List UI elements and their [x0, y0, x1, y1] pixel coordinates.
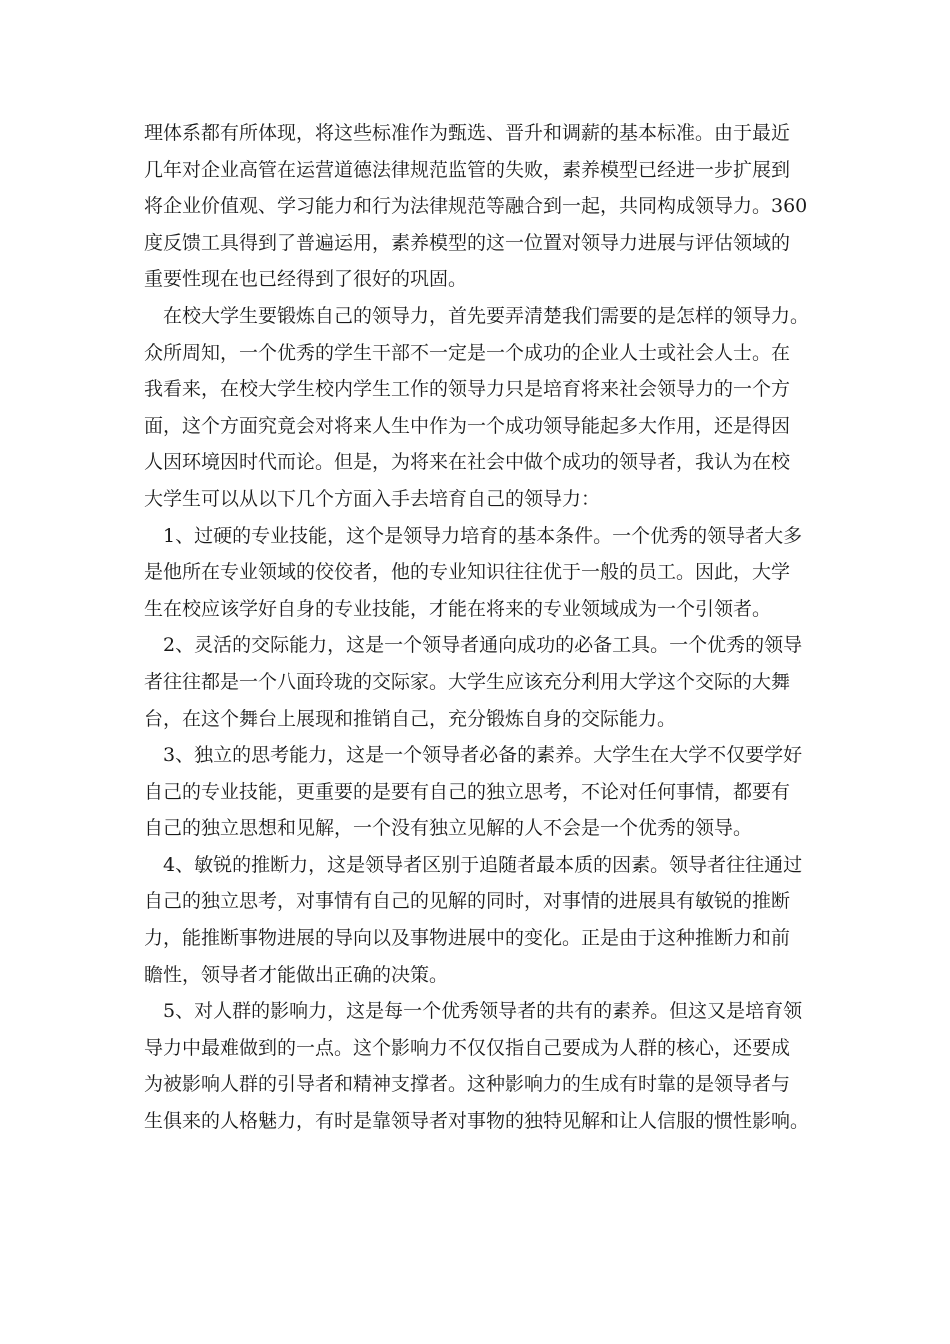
paragraph-point-4: 4、敏锐的推断力，这是领导者区别于追随者最本质的因素。领导者往往通过 自己的独立思考，对事情有自己的见解的同时，对事情的进展具有敏锐的推断 力，能推断事物进展的导向以及事物进展中的变化。正是由于这种推断力和前 瞻性，领导者才能做出正确的决策。 — [144, 853, 803, 986]
paragraph-point-1: 1、过硬的专业技能，这个是领导力培育的基本条件。一个优秀的领导者大多 是他所在专业领域的佼佼者，他的专业知识往往优于一般的员工。因此，大学 生在校应该学好自身的专业技能，才能在将来的专业领域成为一个引领者。 — [144, 524, 803, 620]
paragraph-intro: 在校大学生要锻炼自己的领导力，首先要弄清楚我们需要的是怎样的领导力。 众所周知，一个优秀的学生干部不一定是一个成功的企业人士或社会人士。在 我看来，在校大学生校内学生工作的领导力只是培育将来社会领导力的一个方 面，这个方面究竟会对将来人生中作为一个成功领导能起多大作用，还是得因 人因环境因时代而论。但是，为将来在社会中做个成功的领导者，我认为在校 大学生可以从以下几个方面入手去培育自己的领导力： — [144, 304, 810, 510]
paragraph-point-3: 3、独立的思考能力，这是一个领导者必备的素养。大学生在大学不仅要学好 自己的专业技能，更重要的是要有自己的独立思考，不论对任何事情，都要有 自己的独立思想和见解，一个没有独立见解的人不会是一个优秀的领导。 — [144, 744, 803, 840]
paragraph-continuation: 理体系都有所体现，将这些标准作为甄选、晋升和调薪的基本标准。由于最近 几年对企业高管在运营道德法律规范监管的失败，素养模型已经进一步扩展到 将企业价值观、学习能力和行为法律规范等融合到一起，共同构成领导力。360 度反馈工具得到了普遍运用，素养模型的这一位置对领导力进展与评估领域的 重要性现在也已经得到了很好的巩固。 — [144, 122, 808, 291]
paragraph-point-2: 2、灵活的交际能力，这是一个领导者通向成功的必备工具。一个优秀的领导 者往往都是一个八面玲珑的交际家。大学生应该充分利用大学这个交际的大舞 台，在这个舞台上展现和推销自己，充分锻炼自身的交际能力。 — [144, 634, 803, 730]
paragraph-point-5: 5、对人群的影响力，这是每一个优秀领导者的共有的素养。但这又是培育领 导力中最难做到的一点。这个影响力不仅仅指自己要成为人群的核心，还要成 为被影响人群的引导者和精神支撑者。这种影响力的生成有时靠的是领导者与 生俱来的人格魅力，有时是靠领导者对事物的独特见解和让人信服的惯性影响。 — [144, 1000, 810, 1133]
body-text — [144, 115, 810, 1140]
